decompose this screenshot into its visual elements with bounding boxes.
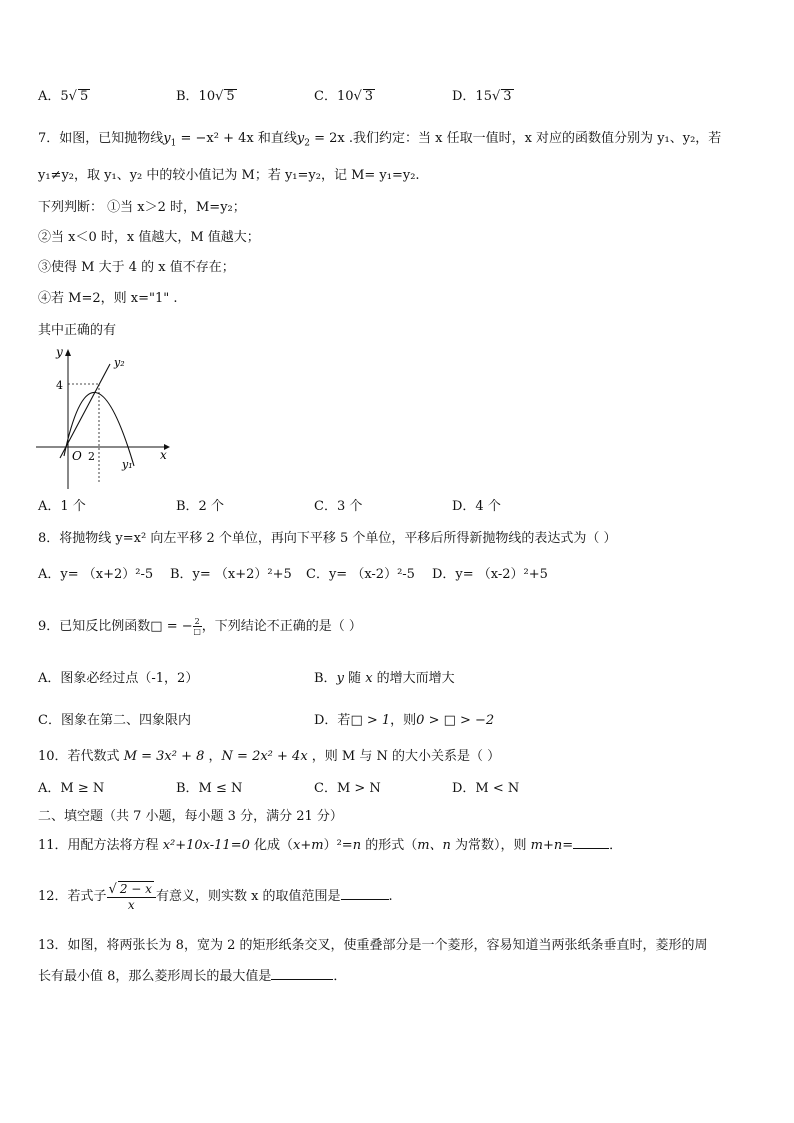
- q7-stem-line1: [38, 130, 721, 153]
- q6-option-b-label: B．10: [176, 89, 216, 104]
- q9-fraction-num: 2: [194, 617, 200, 626]
- q6-option-b: B．10√ 5: [176, 89, 235, 104]
- q6-option-c: C．10√ 3: [314, 89, 374, 104]
- q9-option-b-y: y: [336, 671, 344, 686]
- q11-xm: x+m: [293, 838, 324, 853]
- q10-option-a: A．M ≥ N: [38, 781, 105, 796]
- q7-line-expr: = 2x: [309, 131, 345, 146]
- q13-stem-line2: [38, 968, 346, 986]
- q7-stem-line2: y₁≠y₂，取 y₁、y₂ 中的较小值记为 M；若 y₁=y₂，记 M= y₁=y₂.: [38, 168, 420, 183]
- q10-m-expr: M = 3x² + 8: [123, 749, 205, 764]
- q9-stem-text-b: ，下列结论不正确的是（ ）: [201, 619, 362, 634]
- q12-fraction: [107, 881, 156, 913]
- q7-graph: [36, 344, 176, 494]
- q7-y2-symbol: y: [296, 131, 305, 146]
- q10-option-b: B．M ≤ N: [176, 781, 243, 796]
- q9-placeholder-box: □: [150, 619, 163, 634]
- q12-stem: [38, 880, 393, 914]
- q7-prompt: 其中正确的有: [38, 323, 117, 338]
- q7-text-a: 7．如图，已知抛物线: [38, 131, 164, 146]
- q6-option-b-radicand: 5: [226, 89, 235, 104]
- tick-y-label: 4: [56, 379, 63, 392]
- q9-option-d: [314, 712, 494, 730]
- q8-stem: 8．将抛物线 y=x² 向左平移 2 个单位，再向下平移 5 个单位，平移后所得新抛物线的表达式为（ ）: [38, 531, 617, 546]
- q11-text-f: =: [562, 838, 574, 853]
- q11-text-e: 为常数），则: [450, 838, 531, 853]
- q7-judgment-4: ④若 M=2，则 x="1" .: [38, 291, 178, 306]
- q9-option-a: A．图象必经过点（-1，2）: [38, 671, 199, 686]
- q6-option-a: A．5√ 5: [38, 89, 89, 104]
- q12-fraction-num: √ 2 − x: [108, 881, 152, 897]
- y-axis-arrow-icon: [65, 349, 71, 356]
- q11-stem: [38, 837, 622, 855]
- y-axis-label: y: [56, 345, 63, 359]
- q11-text-a: 11．用配方法将方程: [38, 838, 163, 853]
- q11-answer-blank[interactable]: [573, 848, 609, 849]
- q8-option-c: C．y= （x-2）²-5: [306, 567, 415, 582]
- q7-parabola-expr: = −x² + 4x: [176, 131, 254, 146]
- q6-option-d-label: D．15: [452, 89, 492, 104]
- q7-y1-symbol: y: [163, 131, 171, 146]
- q9-stem: [38, 617, 362, 636]
- q9-option-b: [314, 670, 455, 688]
- q7-judgment-3: ③使得 M 大于 4 的 x 值不存在；: [38, 260, 235, 275]
- q12-answer-blank[interactable]: [341, 899, 389, 900]
- q7-text-e: 和直线: [253, 131, 297, 146]
- q9-option-b-x: x: [365, 671, 373, 686]
- y2-label: y₂: [114, 356, 125, 369]
- q10-stem-text-b: ，则 M 与 N 的大小关系是（ ）: [307, 749, 501, 764]
- q7-option-b: B．2 个: [176, 499, 224, 514]
- q7-option-a: A．1 个: [38, 499, 86, 514]
- q7-text-i: .我们约定：当 x 任取一值时，x 对应的函数值分别为 y₁、y₂，若: [344, 131, 722, 146]
- q6-option-d: D．15√ 3: [452, 89, 512, 104]
- q10-stem-text-a: 10．若代数式: [38, 749, 124, 764]
- q7-y2-sub: 2: [304, 138, 310, 149]
- q12-text-b: 有意义，则实数 x 的取值范围是: [155, 889, 341, 904]
- q7-option-d: D．4 个: [452, 499, 501, 514]
- tick-x-label: 2: [88, 450, 95, 463]
- q8-option-b: B．y= （x+2）²+5: [170, 567, 292, 582]
- q11-n: n: [352, 838, 362, 853]
- q9-fraction: [193, 617, 202, 636]
- q8-option-a: A．y= （x+2）²-5: [38, 567, 154, 582]
- q11-mn: m、n: [417, 838, 451, 853]
- q9-option-d-cond: □ > 1: [350, 713, 391, 728]
- q6-option-c-radicand: 3: [364, 89, 374, 104]
- q12-text-c: .: [388, 889, 393, 904]
- q13-text-a: 长有最小值 8，那么菱形周长的最大值是: [38, 969, 272, 984]
- q13-stem-line1: 13．如图，将两张长为 8，宽为 2 的矩形纸条交叉，使重叠部分是一个菱形，容易知道当两张纸条垂直时，菱形的周: [38, 938, 708, 953]
- q6-option-a-radicand: 5: [79, 89, 89, 104]
- y1-label: y₁: [122, 458, 133, 471]
- q11-text-g: ．: [609, 838, 623, 853]
- q9-fraction-den: □: [193, 627, 201, 636]
- x-axis-label: x: [160, 448, 167, 462]
- q13-answer-blank[interactable]: [271, 979, 333, 980]
- q13-text-b: ．: [333, 969, 347, 984]
- q7-judgment-1: 下列判断： ①当 x＞2 时，M=y₂；: [38, 200, 246, 215]
- q9-option-d-then: ，则: [390, 713, 417, 728]
- q11-text-d: 的形式（: [361, 838, 418, 853]
- q6-option-c-label: C．10: [314, 89, 354, 104]
- q9-option-d-letter: D．若: [314, 713, 351, 728]
- q9-option-d-result: 0 > □ > −2: [416, 713, 495, 728]
- q9-stem-text-a: 9．已知反比例函数: [38, 619, 151, 634]
- origin-label: O: [72, 449, 82, 463]
- section-2-heading: 二、填空题（共 7 小题，每小题 3 分，满分 21 分）: [38, 809, 343, 824]
- q9-option-b-letter: B．: [314, 671, 337, 686]
- q7-judgment-2: ②当 x＜0 时，x 值越大，M 值越大；: [38, 230, 260, 245]
- q6-option-d-radicand: 3: [503, 89, 512, 104]
- q11-text-c: ）²=: [323, 838, 353, 853]
- q12-fraction-den: x: [107, 897, 156, 913]
- q12-text-a: 12．若式子: [38, 889, 107, 904]
- q6-option-a-label: A．5: [38, 89, 69, 104]
- q9-option-b-mid: 随: [343, 671, 366, 686]
- q10-separator: ，: [204, 749, 222, 764]
- q12-radicand: 2 − x: [119, 881, 152, 896]
- q11-equation: x²+10x-11=0: [162, 838, 250, 853]
- q10-option-c: C．M > N: [314, 781, 381, 796]
- q8-option-d: D．y= （x-2）²+5: [432, 567, 548, 582]
- q9-option-c: C．图象在第二、四象限内: [38, 713, 191, 728]
- q7-y1-sub: 1: [170, 138, 177, 149]
- q10-stem: [38, 748, 500, 766]
- q11-text-b: 化成（: [249, 838, 294, 853]
- q9-equals: = −: [162, 619, 193, 634]
- q10-option-d: D．M < N: [452, 781, 520, 796]
- q7-option-c: C．3 个: [314, 499, 363, 514]
- q11-mpn: m+n: [530, 838, 563, 853]
- q10-n-expr: N = 2x² + 4x: [221, 749, 308, 764]
- q9-option-b-end: 的增大而增大: [372, 671, 455, 686]
